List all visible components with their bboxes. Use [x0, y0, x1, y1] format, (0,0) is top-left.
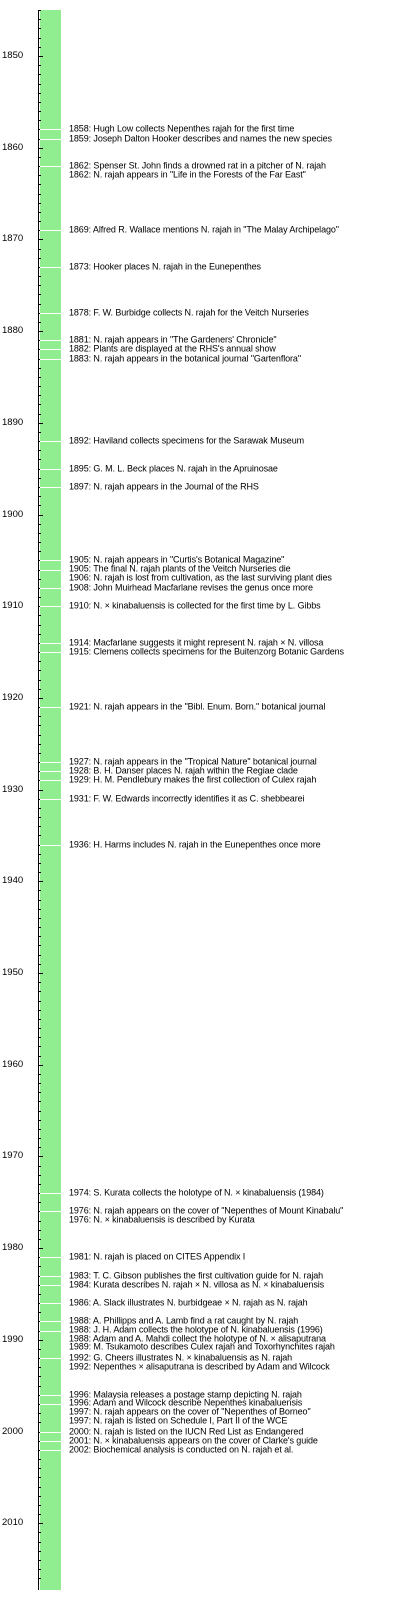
event-label: 1984: Kurata describes N. rajah × N. villosa as N. × kinabaluensis [69, 1279, 325, 1290]
year-label: 1930 [2, 783, 24, 795]
minor-tick [38, 1367, 41, 1368]
minor-tick [38, 1569, 41, 1570]
minor-tick [38, 1422, 41, 1423]
minor-tick [38, 450, 41, 451]
event-label: 1908: John Muirhead Macfarlane revises the genus once more [69, 582, 313, 593]
minor-tick [38, 1413, 41, 1414]
minor-tick [38, 93, 41, 94]
minor-tick [38, 1514, 41, 1515]
minor-tick [38, 478, 41, 479]
event-marker [40, 799, 61, 800]
event-label: 1929: H. M. Pendlebury makes the first collection of Culex rajah [69, 774, 317, 785]
minor-tick [38, 817, 41, 818]
minor-tick [38, 964, 41, 965]
timeline-band [40, 10, 61, 1590]
minor-tick [38, 991, 41, 992]
event-label: 1996: Adam and Wilcock describe Nepenthes kinabaluensis [69, 1397, 303, 1408]
event-label: 1936: H. Harms includes N. rajah in the Eunepenthes once more [69, 839, 321, 850]
year-label: 1940 [2, 875, 24, 887]
minor-tick [38, 982, 41, 983]
event-label: 1862: N. rajah appears in "Life in the Forests of the Far East" [69, 169, 306, 180]
event-marker [40, 1257, 61, 1258]
minor-tick [38, 1028, 41, 1029]
event-marker [40, 588, 61, 589]
event-marker [40, 349, 61, 350]
minor-tick [38, 84, 41, 85]
minor-tick [38, 1560, 41, 1561]
minor-tick [38, 863, 41, 864]
minor-tick [38, 854, 41, 855]
major-tick [38, 148, 43, 149]
minor-tick [38, 1147, 41, 1148]
minor-tick [38, 872, 41, 873]
event-label: 1892: Haviland collects specimens for the Sarawak Museum [69, 435, 305, 446]
event-label: 1988: J. H. Adam collects the holotype of N. kinabaluensis (1996) [69, 1324, 323, 1335]
event-marker [40, 469, 61, 470]
event-label: 1996: Malaysia releases a postage stamp depicting N. rajah [69, 1389, 302, 1400]
event-marker [40, 1404, 61, 1405]
minor-tick [38, 1083, 41, 1084]
minor-tick [38, 175, 41, 176]
minor-tick [38, 753, 41, 754]
event-label: 2002: Biochemical analysis is conducted on N. rajah et al. [69, 1444, 294, 1455]
event-label: 1988: Adam and A. Mahdi collect the holotype of N. × alisaputrana [69, 1333, 326, 1344]
minor-tick [38, 1230, 41, 1231]
event-marker [40, 487, 61, 488]
event-marker [40, 230, 61, 231]
event-marker [40, 845, 61, 846]
minor-tick [38, 1101, 41, 1102]
event-marker [40, 129, 61, 130]
year-label: 2000 [2, 1425, 24, 1437]
minor-tick [38, 47, 41, 48]
event-marker [40, 313, 61, 314]
minor-tick [38, 276, 41, 277]
year-label: 1850 [2, 50, 24, 61]
minor-tick [38, 670, 41, 671]
minor-tick [38, 1477, 41, 1478]
event-label: 1873: Hooker places N. rajah in the Eunepenthes [69, 261, 261, 272]
minor-tick [38, 1312, 41, 1313]
major-tick [38, 1156, 43, 1157]
minor-tick [38, 744, 41, 745]
event-label: 2000: N. rajah is listed on the IUCN Red List as Endangered [69, 1426, 304, 1436]
event-label: 1914: Macfarlane suggests it might represent N. rajah × N. villosa [69, 637, 324, 648]
event-marker [40, 1193, 61, 1194]
event-marker [40, 1285, 61, 1286]
year-label: 1900 [2, 508, 24, 520]
event-marker [40, 1331, 61, 1332]
minor-tick [38, 395, 41, 396]
year-label: 1860 [2, 141, 24, 153]
minor-tick [38, 900, 41, 901]
minor-tick [38, 1001, 41, 1002]
minor-tick [38, 459, 41, 460]
major-tick [38, 698, 43, 699]
event-label: 1895: G. M. L. Beck places N. rajah in the Apruinosae [69, 463, 278, 474]
minor-tick [38, 615, 41, 616]
minor-tick [38, 285, 41, 286]
minor-tick [38, 432, 41, 433]
minor-tick [38, 377, 41, 378]
event-marker [40, 652, 61, 653]
event-marker [40, 1395, 61, 1396]
event-label: 1997: N. rajah appears on the cover of "Nepenthes of Borneo" [69, 1406, 311, 1417]
major-tick [38, 56, 43, 57]
minor-tick [38, 1046, 41, 1047]
minor-tick [38, 1551, 41, 1552]
minor-tick [38, 927, 41, 928]
event-marker [40, 267, 61, 268]
major-tick [38, 1523, 43, 1524]
minor-tick [38, 725, 41, 726]
minor-tick [38, 1578, 41, 1579]
minor-tick [38, 808, 41, 809]
event-label: 1905: The final N. rajah plants of the Veitch Nurseries die [69, 563, 291, 574]
event-label: 1862: Spenser St. John finds a drowned rat in a pitcher of N. rajah [69, 160, 326, 171]
event-label: 1883: N. rajah appears in the botanical journal "Gartenflora" [69, 353, 301, 364]
event-label: 1997: N. rajah is listed on Schedule I, Part II of the WCE [69, 1415, 288, 1426]
minor-tick [38, 294, 41, 295]
major-tick [38, 1248, 43, 1249]
minor-tick [38, 1496, 41, 1497]
event-label: 1981: N. rajah is placed on CITES Appendix I [69, 1251, 246, 1262]
year-label: 1920 [2, 691, 24, 703]
event-label: 1858: Hugh Low collects Nepenthes rajah for the first time [69, 123, 295, 134]
major-tick [38, 1340, 43, 1341]
minor-tick [38, 826, 41, 827]
minor-tick [38, 597, 41, 598]
year-label: 1960 [2, 1058, 24, 1070]
minor-tick [38, 65, 41, 66]
year-axis [38, 10, 39, 1590]
event-marker [40, 1321, 61, 1322]
minor-tick [38, 542, 41, 543]
event-marker [40, 1432, 61, 1433]
minor-tick [38, 102, 41, 103]
minor-tick [38, 680, 41, 681]
minor-tick [38, 918, 41, 919]
minor-tick [38, 533, 41, 534]
year-label: 1910 [2, 600, 24, 612]
event-marker [40, 762, 61, 763]
event-label: 1992: G. Cheers illustrates N. × kinabaluensis as N. rajah [69, 1352, 293, 1363]
minor-tick [38, 1468, 41, 1469]
minor-tick [38, 1056, 41, 1057]
minor-tick [38, 625, 41, 626]
minor-tick [38, 1037, 41, 1038]
event-marker [40, 560, 61, 561]
event-label: 1906: N. rajah is lost from cultivation, as the last surviving plant dies [69, 572, 332, 583]
event-marker [40, 1211, 61, 1212]
minor-tick [38, 368, 41, 369]
minor-tick [38, 111, 41, 112]
event-label: 1928: B. H. Danser places N. rajah within the Regiae clade [69, 765, 298, 776]
minor-tick [38, 835, 41, 836]
minor-tick [38, 909, 41, 910]
event-label: 1897: N. rajah appears in the Journal of the RHS [69, 481, 259, 492]
major-tick [38, 1065, 43, 1066]
event-label: 1974: S. Kurata collects the holotype of N. × kinabaluensis (1984) [69, 1187, 324, 1198]
minor-tick [38, 1386, 41, 1387]
event-label: 1927: N. rajah appears in the "Tropical Nature" botanical journal [69, 756, 317, 767]
minor-tick [38, 1532, 41, 1533]
minor-tick [38, 10, 41, 11]
minor-tick [38, 735, 41, 736]
event-marker [40, 780, 61, 781]
minor-tick [38, 120, 41, 121]
minor-tick [38, 524, 41, 525]
major-tick [38, 881, 43, 882]
minor-tick [38, 1120, 41, 1121]
minor-tick [38, 1294, 41, 1295]
minor-tick [38, 1166, 41, 1167]
minor-tick [38, 1349, 41, 1350]
major-tick [38, 973, 43, 974]
minor-tick [38, 1010, 41, 1011]
minor-tick [38, 414, 41, 415]
minor-tick [38, 38, 41, 39]
major-tick [38, 790, 43, 791]
minor-tick [38, 1221, 41, 1222]
minor-tick [38, 157, 41, 158]
year-label: 1870 [2, 233, 24, 245]
minor-tick [38, 1376, 41, 1377]
minor-tick [38, 28, 41, 29]
year-label: 1950 [2, 967, 24, 978]
event-marker [40, 771, 61, 772]
minor-tick [38, 1239, 41, 1240]
minor-tick [38, 386, 41, 387]
minor-tick [38, 194, 41, 195]
minor-tick [38, 1184, 41, 1185]
event-label: 1882: Plants are displayed at the RHS's annual show [69, 343, 276, 354]
minor-tick [38, 249, 41, 250]
event-label: 1915: Clemens collects specimens for the Buitenzorg Botanic Gardens [69, 646, 344, 657]
event-label: 1986: A. Slack illustrates N. burbidgeae × N. rajah as N. rajah [69, 1297, 308, 1308]
minor-tick [38, 1138, 41, 1139]
minor-tick [38, 496, 41, 497]
minor-tick [38, 505, 41, 506]
minor-tick [38, 212, 41, 213]
event-label: 1905: N. rajah appears in "Curtis's Botanical Magazine" [69, 554, 285, 565]
event-label: 1921: N. rajah appears in the "Bibl. Enum. Born." botanical journal [69, 701, 326, 712]
minor-tick [38, 1202, 41, 1203]
minor-tick [38, 258, 41, 259]
event-label: 1976: N. × kinabaluensis is described by Kurata [69, 1214, 255, 1225]
minor-tick [38, 890, 41, 891]
minor-tick [38, 1129, 41, 1130]
minor-tick [38, 1019, 41, 1020]
event-label: 1859: Joseph Dalton Hooker describes and names the new species [69, 133, 332, 144]
minor-tick [38, 74, 41, 75]
event-marker [40, 139, 61, 140]
minor-tick [38, 716, 41, 717]
minor-tick [38, 1092, 41, 1093]
event-marker [40, 1303, 61, 1304]
event-marker [40, 707, 61, 708]
major-tick [38, 423, 43, 424]
event-label: 1988: A. Phillipps and A. Lamb find a rat caught by N. rajah [69, 1315, 299, 1326]
year-label: 1880 [2, 325, 24, 337]
minor-tick [38, 634, 41, 635]
event-marker [40, 166, 61, 167]
minor-tick [38, 19, 41, 20]
year-label: 1980 [2, 1242, 24, 1254]
event-marker [40, 643, 61, 644]
minor-tick [38, 1505, 41, 1506]
minor-tick [38, 955, 41, 956]
minor-tick [38, 1175, 41, 1176]
event-label: 1989: M. Tsukamoto describes Culex rajah and Toxorhynchites rajah [69, 1341, 335, 1352]
year-label: 2010 [2, 1517, 24, 1529]
minor-tick [38, 221, 41, 222]
event-marker [40, 570, 61, 571]
event-label: 1983: T. C. Gibson publishes the first cultivation guide for N. rajah [69, 1270, 324, 1281]
major-tick [38, 331, 43, 332]
minor-tick [38, 184, 41, 185]
event-label: 1931: F. W. Edwards incorrectly identifies it as C. shebbearei [69, 793, 305, 804]
minor-tick [38, 203, 41, 204]
minor-tick [38, 689, 41, 690]
minor-tick [38, 1111, 41, 1112]
event-label: 1992: Nepenthes × alisaputrana is described by Adam and Wilcock [69, 1361, 330, 1372]
event-marker [40, 606, 61, 607]
minor-tick [38, 661, 41, 662]
minor-tick [38, 1459, 41, 1460]
minor-tick [38, 1266, 41, 1267]
event-label: 2001: N. × kinabaluensis appears on the cover of Clarke's guide [69, 1435, 318, 1446]
minor-tick [38, 1542, 41, 1543]
year-label: 1890 [2, 416, 24, 428]
event-label: 1878: F. W. Burbidge collects N. rajah for the Veitch Nurseries [69, 307, 309, 318]
event-marker [40, 1276, 61, 1277]
event-marker [40, 359, 61, 360]
event-label: 1910: N. × kinabaluensis is collected for the first time by L. Gibbs [69, 600, 321, 611]
event-label: 1869: Alfred R. Wallace mentions N. rajah in "The Malay Archipelago" [69, 224, 339, 235]
minor-tick [38, 945, 41, 946]
event-marker [40, 340, 61, 341]
minor-tick [38, 936, 41, 937]
minor-tick [38, 579, 41, 580]
event-marker [40, 1441, 61, 1442]
minor-tick [38, 1074, 41, 1075]
minor-tick [38, 1487, 41, 1488]
year-label: 1990 [2, 1333, 24, 1345]
minor-tick [38, 322, 41, 323]
event-label: 1976: N. rajah appears on the cover of "Nepenthes of Mount Kinabalu" [69, 1205, 344, 1216]
minor-tick [38, 551, 41, 552]
event-marker [40, 1450, 61, 1451]
major-tick [38, 239, 43, 240]
major-tick [38, 515, 43, 516]
event-label: 1881: N. rajah appears in "The Gardeners' Chronicle" [69, 334, 277, 345]
minor-tick [38, 304, 41, 305]
event-marker [40, 1358, 61, 1359]
year-label: 1970 [2, 1150, 24, 1162]
event-marker [40, 441, 61, 442]
minor-tick [38, 404, 41, 405]
